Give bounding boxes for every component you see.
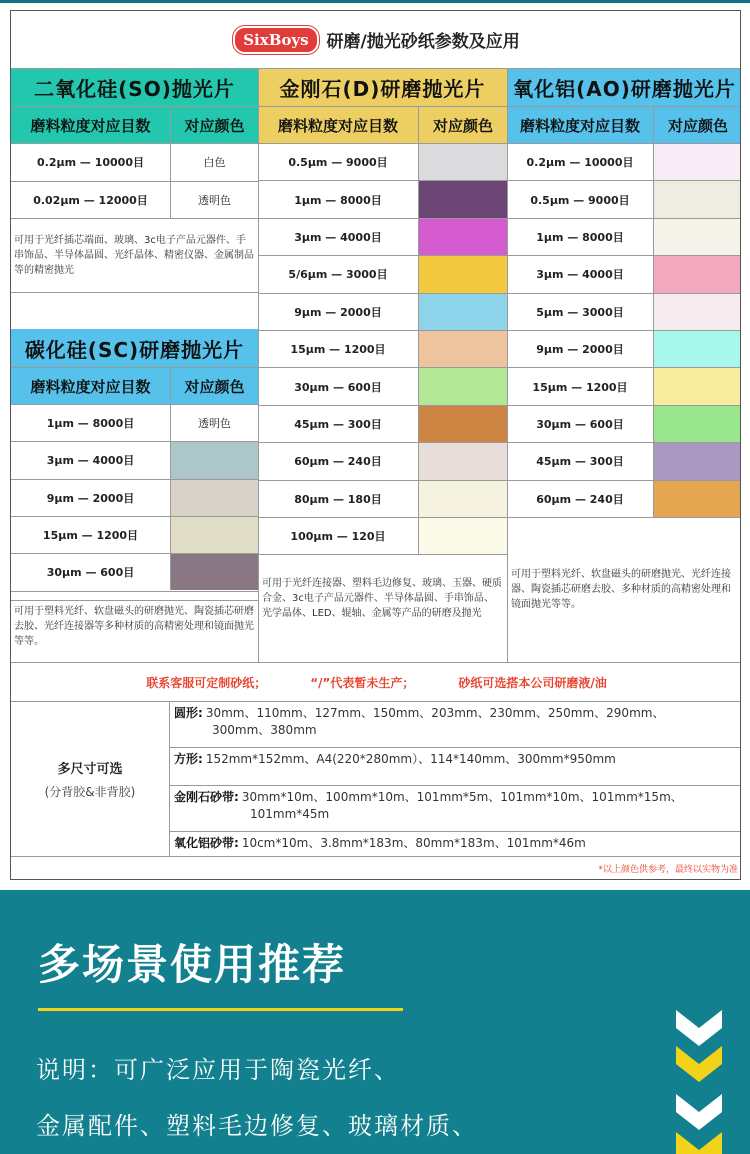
sizes-label	[11, 702, 170, 856]
divider	[258, 554, 507, 555]
size-row	[170, 831, 741, 856]
sheet-title: 研磨/抛光砂纸参数及应用	[326, 32, 520, 52]
ao-title: 氧化铝(AO)研磨抛光片	[507, 69, 741, 106]
sc-grit-cell: 30μm — 600目	[11, 553, 170, 590]
sheet-header	[11, 11, 741, 69]
size-row-values-cont: 300mm、380mm	[212, 723, 317, 737]
d-grit-cell: 100μm — 120目	[258, 517, 418, 554]
color-swatch	[653, 180, 741, 217]
color-swatch	[418, 218, 507, 255]
size-row-values-cont: 101mm*45m	[250, 807, 330, 821]
promo-line-2: 金属配件、塑料毛边修复、玻璃材质、	[36, 1112, 478, 1140]
ao-col-color: 对应颜色	[653, 106, 741, 143]
divider	[11, 292, 258, 293]
size-row	[170, 785, 741, 831]
so-grit-cell: 0.2μm — 10000目	[11, 143, 170, 181]
size-row-label: 金刚石砂带:	[174, 790, 239, 804]
d-grit-cell: 15μm — 1200目	[258, 330, 418, 367]
d-grit-cell: 80μm — 180目	[258, 480, 418, 517]
sc-color-label: 透明色	[170, 404, 258, 441]
notice-slash: “/”代表暂未生产；	[310, 675, 415, 690]
notice-row	[11, 663, 741, 701]
ao-grit-cell: 45μm — 300目	[507, 442, 653, 479]
divider	[258, 69, 259, 662]
size-row-values: 152mm*152mm、A4(220*280mm）、114*140mm、300mm*950mm	[205, 752, 616, 766]
sc-grit-cell: 3μm — 4000目	[11, 441, 170, 478]
so-note: 可用于光纤插芯端面、玻璃、3c电子产品元器件、手串饰品、半导体晶圆、光纤晶体、精密仪器、金属制品等的精密抛光	[14, 235, 254, 276]
d-grit-cell: 60μm — 240目	[258, 442, 418, 479]
so-col-grit: 磨料粒度对应目数	[11, 106, 170, 143]
promo-section	[0, 890, 750, 1154]
sc-title: 碳化硅(SC)研磨抛光片	[11, 329, 258, 367]
d-grit-cell: 1μm — 8000目	[258, 180, 418, 217]
color-swatch	[418, 405, 507, 442]
d-title: 金刚石(D)研磨抛光片	[258, 69, 507, 106]
so-color-label: 透明色	[170, 181, 258, 219]
d-grit-cell: 5/6μm — 3000目	[258, 255, 418, 292]
brand-logo: SixBoys	[233, 26, 318, 54]
size-row-label: 方形:	[174, 752, 203, 766]
so-title: 二氧化硅(SO)抛光片	[11, 69, 258, 106]
sizes-title: 多尺寸可选	[57, 762, 123, 777]
color-swatch	[418, 480, 507, 517]
ao-grit-cell: 30μm — 600目	[507, 405, 653, 442]
color-swatch	[170, 553, 258, 590]
promo-line-1: 说明：可广泛应用于陶瓷光纤、	[36, 1056, 400, 1084]
d-grit-cell: 9μm — 2000目	[258, 293, 418, 330]
d-grit-cell: 30μm — 600目	[258, 367, 418, 404]
ao-grit-cell: 3μm — 4000目	[507, 255, 653, 292]
d-col-color: 对应颜色	[418, 106, 507, 143]
promo-heading: 多场景使用推荐	[38, 940, 347, 989]
color-swatch	[653, 480, 741, 517]
d-col-grit: 磨料粒度对应目数	[258, 106, 418, 143]
so-color-label: 白色	[170, 143, 258, 181]
divider	[11, 591, 258, 592]
size-row-values: 30mm、110mm、127mm、150mm、203mm、230mm、250mm、290mm、	[205, 706, 665, 720]
so-col-color: 对应颜色	[170, 106, 258, 143]
d-grit-cell: 0.5μm — 9000目	[258, 143, 418, 180]
sc-col-color: 对应颜色	[170, 367, 258, 404]
ao-grit-cell: 9μm — 2000目	[507, 330, 653, 367]
divider	[11, 600, 258, 601]
notice-fluid: 砂纸可选搭本公司研磨液/油	[458, 675, 607, 690]
sc-grit-cell: 15μm — 1200目	[11, 516, 170, 553]
color-swatch	[170, 441, 258, 478]
size-row-label: 圆形:	[174, 706, 203, 720]
ao-grit-cell: 0.5μm — 9000目	[507, 180, 653, 217]
ao-note: 可用于塑料光纤、软盘磁头的研磨抛光、光纤连接器、陶瓷插芯研磨去胶、多种材质的高精密处理和镜面抛光等等。	[511, 569, 731, 610]
spec-sheet	[10, 10, 741, 880]
divider	[507, 69, 508, 662]
color-swatch	[418, 367, 507, 404]
color-swatch	[653, 293, 741, 330]
color-swatch	[653, 405, 741, 442]
color-swatch	[653, 442, 741, 479]
color-swatch	[418, 180, 507, 217]
sc-grit-cell: 1μm — 8000目	[11, 404, 170, 441]
ao-grit-cell: 0.2μm — 10000目	[507, 143, 653, 180]
color-swatch	[653, 330, 741, 367]
ao-col-grit: 磨料粒度对应目数	[507, 106, 653, 143]
sc-col-grit: 磨料粒度对应目数	[11, 367, 170, 404]
color-swatch	[418, 442, 507, 479]
sizes-subtitle: (分背胶&非背胶)	[44, 785, 136, 799]
d-note: 可用于光纤连接器、塑料毛边修复、玻璃、玉器、硬质合金、3c电子产品元器件、半导体晶圆、手串饰品、光学晶体、LED、辊轴、金属等产品的研磨及抛光	[262, 578, 502, 619]
size-row	[170, 747, 741, 785]
so-grit-cell: 0.02μm — 12000目	[11, 181, 170, 219]
divider	[11, 218, 258, 219]
heading-underline	[38, 1008, 403, 1011]
color-swatch	[653, 218, 741, 255]
color-swatch	[653, 143, 741, 180]
disclaimer: *以上颜色供参考，最终以实物为准	[598, 865, 738, 875]
d-grit-cell: 3μm — 4000目	[258, 218, 418, 255]
color-swatch	[170, 479, 258, 516]
notice-custom: 联系客服可定制砂纸；	[146, 675, 267, 690]
d-grit-cell: 45μm — 300目	[258, 405, 418, 442]
size-row-label: 氧化铝砂带:	[174, 836, 239, 850]
top-divider	[0, 0, 750, 3]
color-swatch	[418, 143, 507, 180]
sc-grit-cell: 9μm — 2000目	[11, 479, 170, 516]
size-row-values: 30mm*10m、100mm*10m、101mm*5m、101mm*10m、101mm*15m、	[241, 790, 683, 804]
ao-grit-cell: 15μm — 1200目	[507, 367, 653, 404]
color-swatch	[170, 516, 258, 553]
color-swatch	[418, 255, 507, 292]
ao-grit-cell: 1μm — 8000目	[507, 218, 653, 255]
ao-grit-cell: 60μm — 240目	[507, 480, 653, 517]
color-swatch	[418, 293, 507, 330]
color-swatch	[653, 255, 741, 292]
size-row	[170, 702, 741, 747]
color-swatch	[418, 330, 507, 367]
sc-note: 可用于塑料光纤、软盘磁头的研磨抛光、陶瓷插芯研磨去胶、光纤连接器等多种材质的高精密处理和镜面抛光等等。	[14, 606, 254, 647]
chevron-down-icon	[672, 1008, 726, 1154]
ao-grit-cell: 5μm — 3000目	[507, 293, 653, 330]
color-swatch	[418, 517, 507, 554]
size-row-values: 10cm*10m、3.8mm*183m、80mm*183m、101mm*46m	[241, 836, 586, 850]
color-swatch	[653, 367, 741, 404]
divider	[507, 517, 741, 518]
